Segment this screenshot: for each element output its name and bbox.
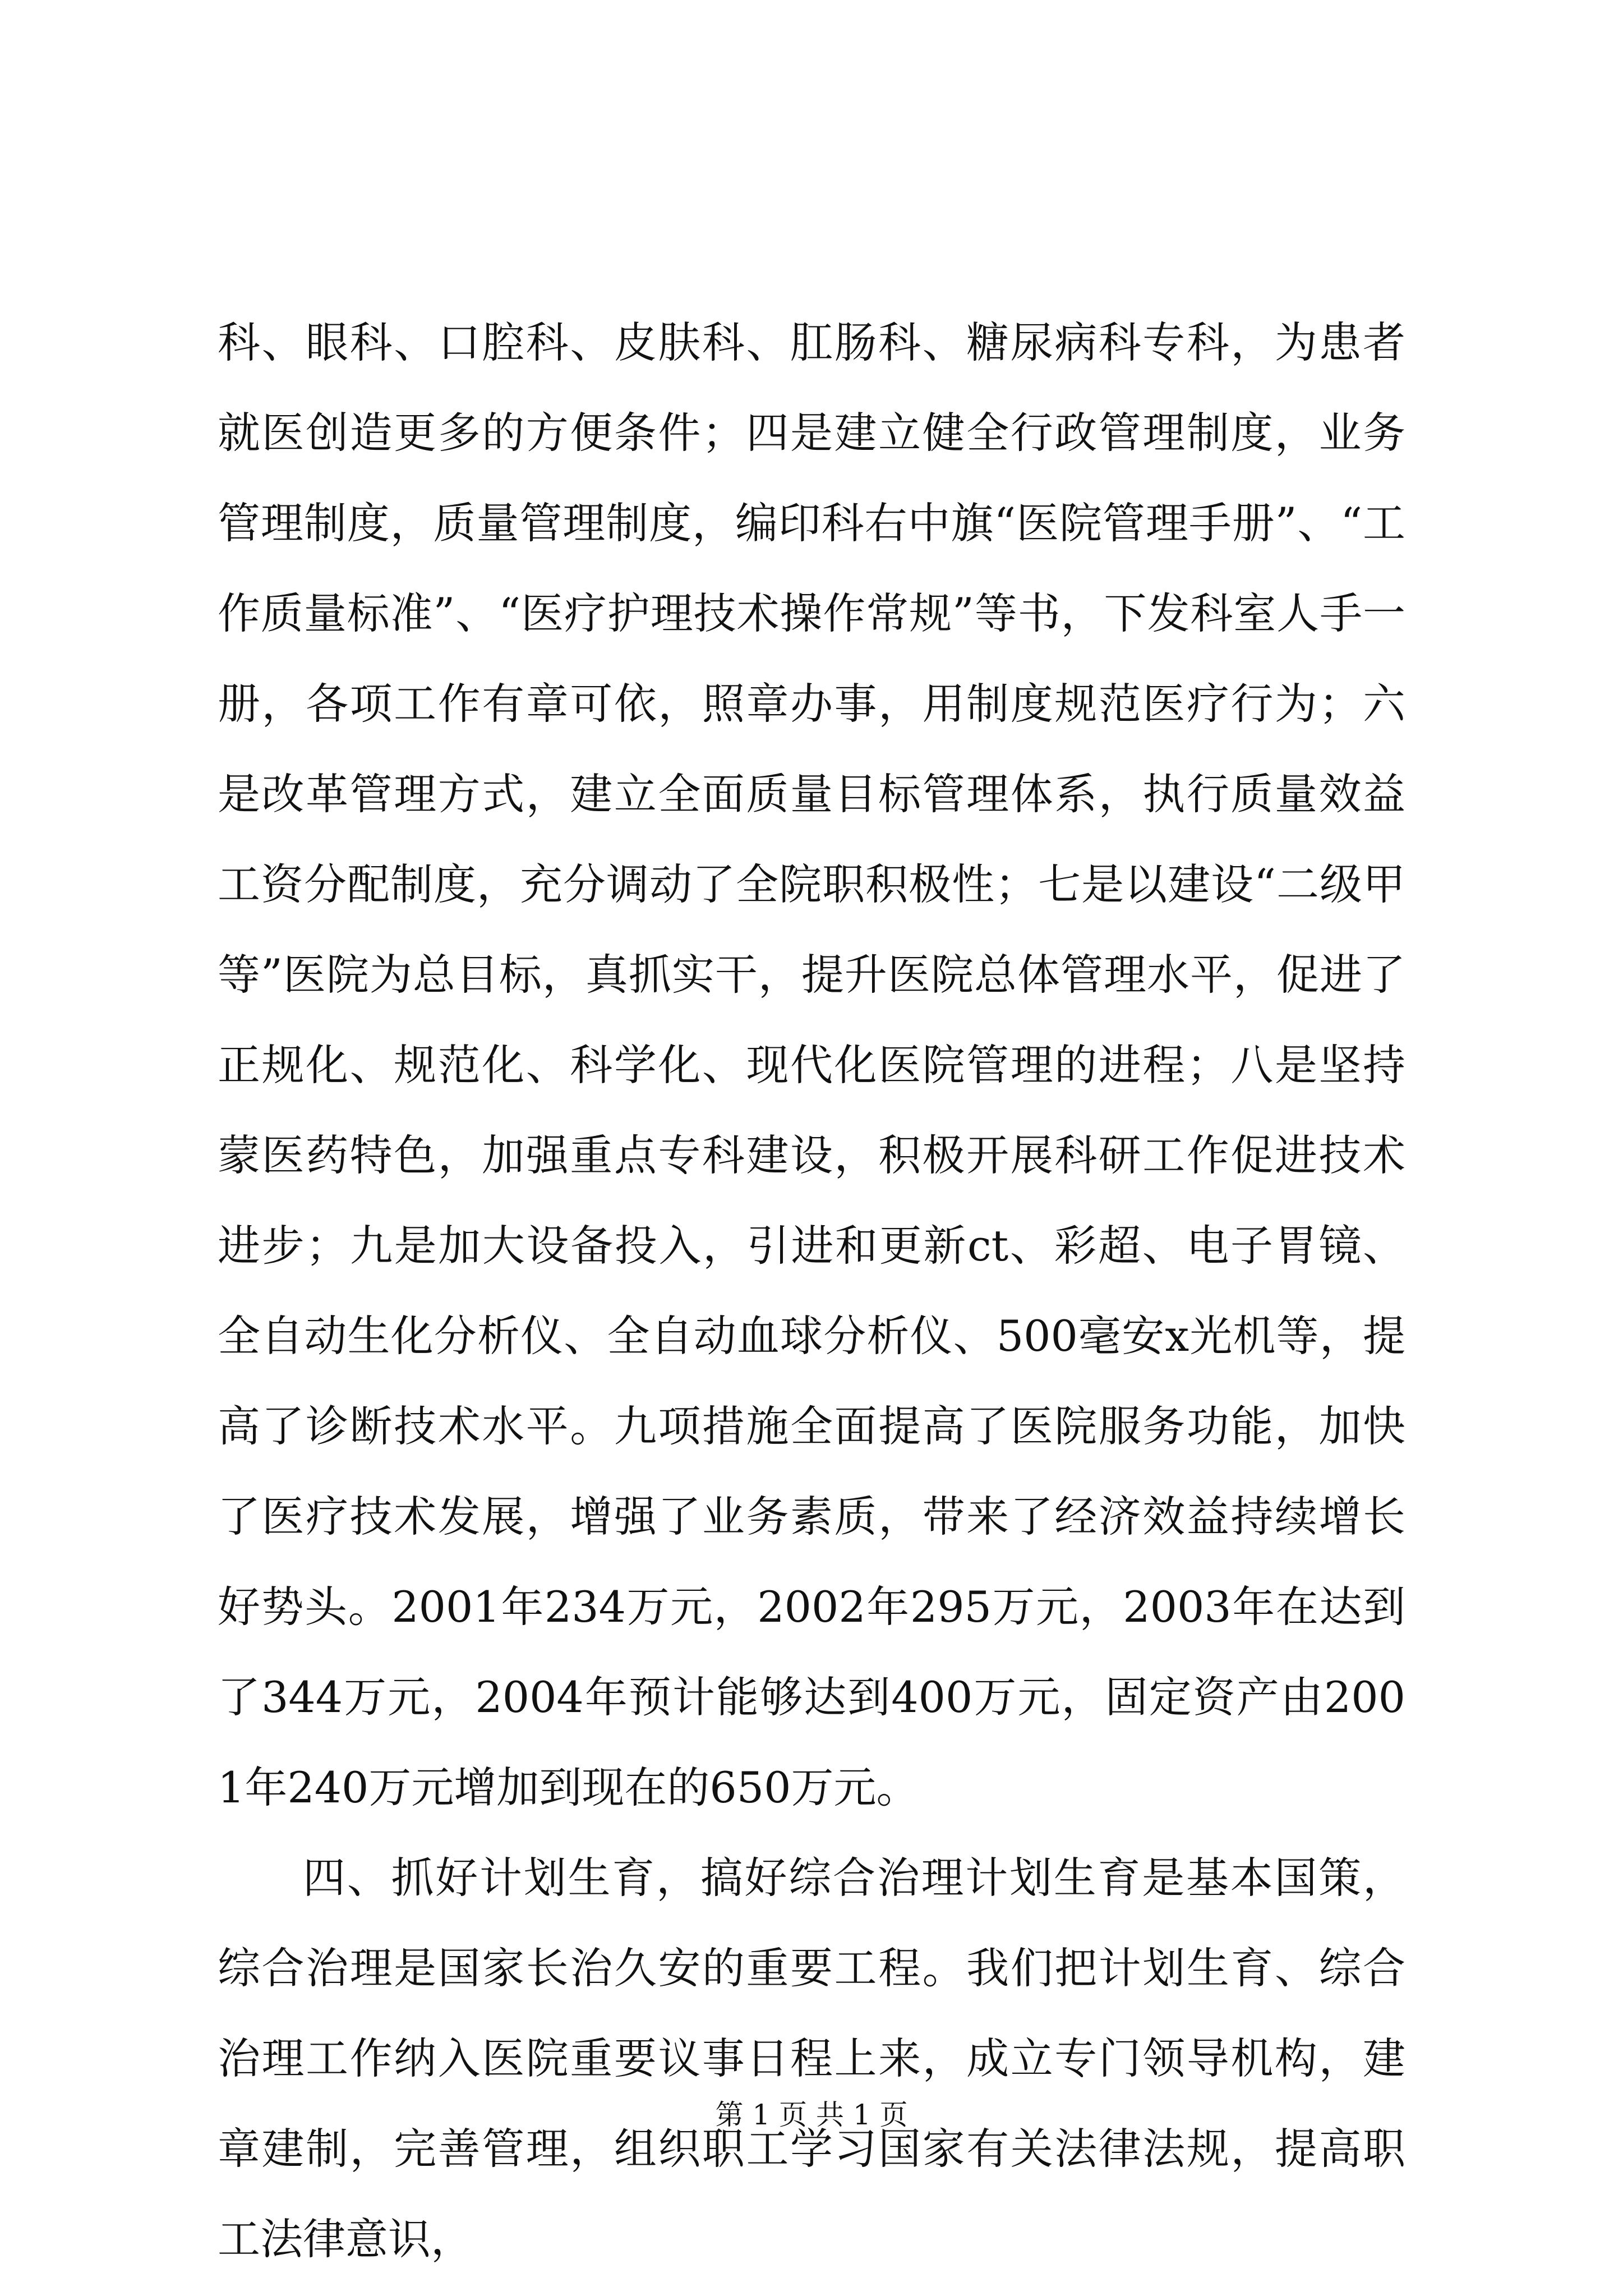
page-footer: 第 1 页 共 1 页	[715, 2099, 908, 2131]
paragraph-section-four: 四、抓好计划生育，搞好综合治理计划生育是基本国策，综合治理是国家长治久安的重要工程。我们把计划生育、综合治理工作纳入医院重要议事日程上来，成立专门领导机构，建章建制，完善管理，组织职工学习国家有关法律法规，提高职工法律意识，	[218, 1853, 1405, 2264]
document-body	[218, 297, 1405, 2284]
paragraph-continued: 科、眼科、口腔科、皮肤科、肛肠科、糖尿病科专科，为患者就医创造更多的方便条件；四是建立健全行政管理制度，业务管理制度，质量管理制度，编印科右中旗“医院管理手册”、“工作质量标准”、“医疗护理技术操作常规”等书，下发科室人手一册，各项工作有章可依，照章办事，用制度规范医疗行为；六是改革管理方式，建立全面质量目标管理体系，执行质量效益工资分配制度，充分调动了全院职积极性；七是以建设“二级甲等”医院为总目标，真抓实干，提升医院总体管理水平，促进了正规化、规范化、科学化、现代化医院管理的进程；八是坚持蒙医药特色，加强重点专科建设，积极开展科研工作促进技术进步；九是加大设备投入，引进和更新ct、彩超、电子胃镜、全自动生化分析仪、全自动血球分析仪、500毫安x光机等，提高了诊断技术水平。九项措施全面提高了医院服务功能，加快了医疗技术发展，增强了业务素质，带来了经济效益持续增长好势头。2001年234万元，2002年295万元，2003年在达到了344万元，2004年预计能够达到400万元，固定资产由2001年240万元增加到现在的650万元。	[218, 318, 1405, 1812]
